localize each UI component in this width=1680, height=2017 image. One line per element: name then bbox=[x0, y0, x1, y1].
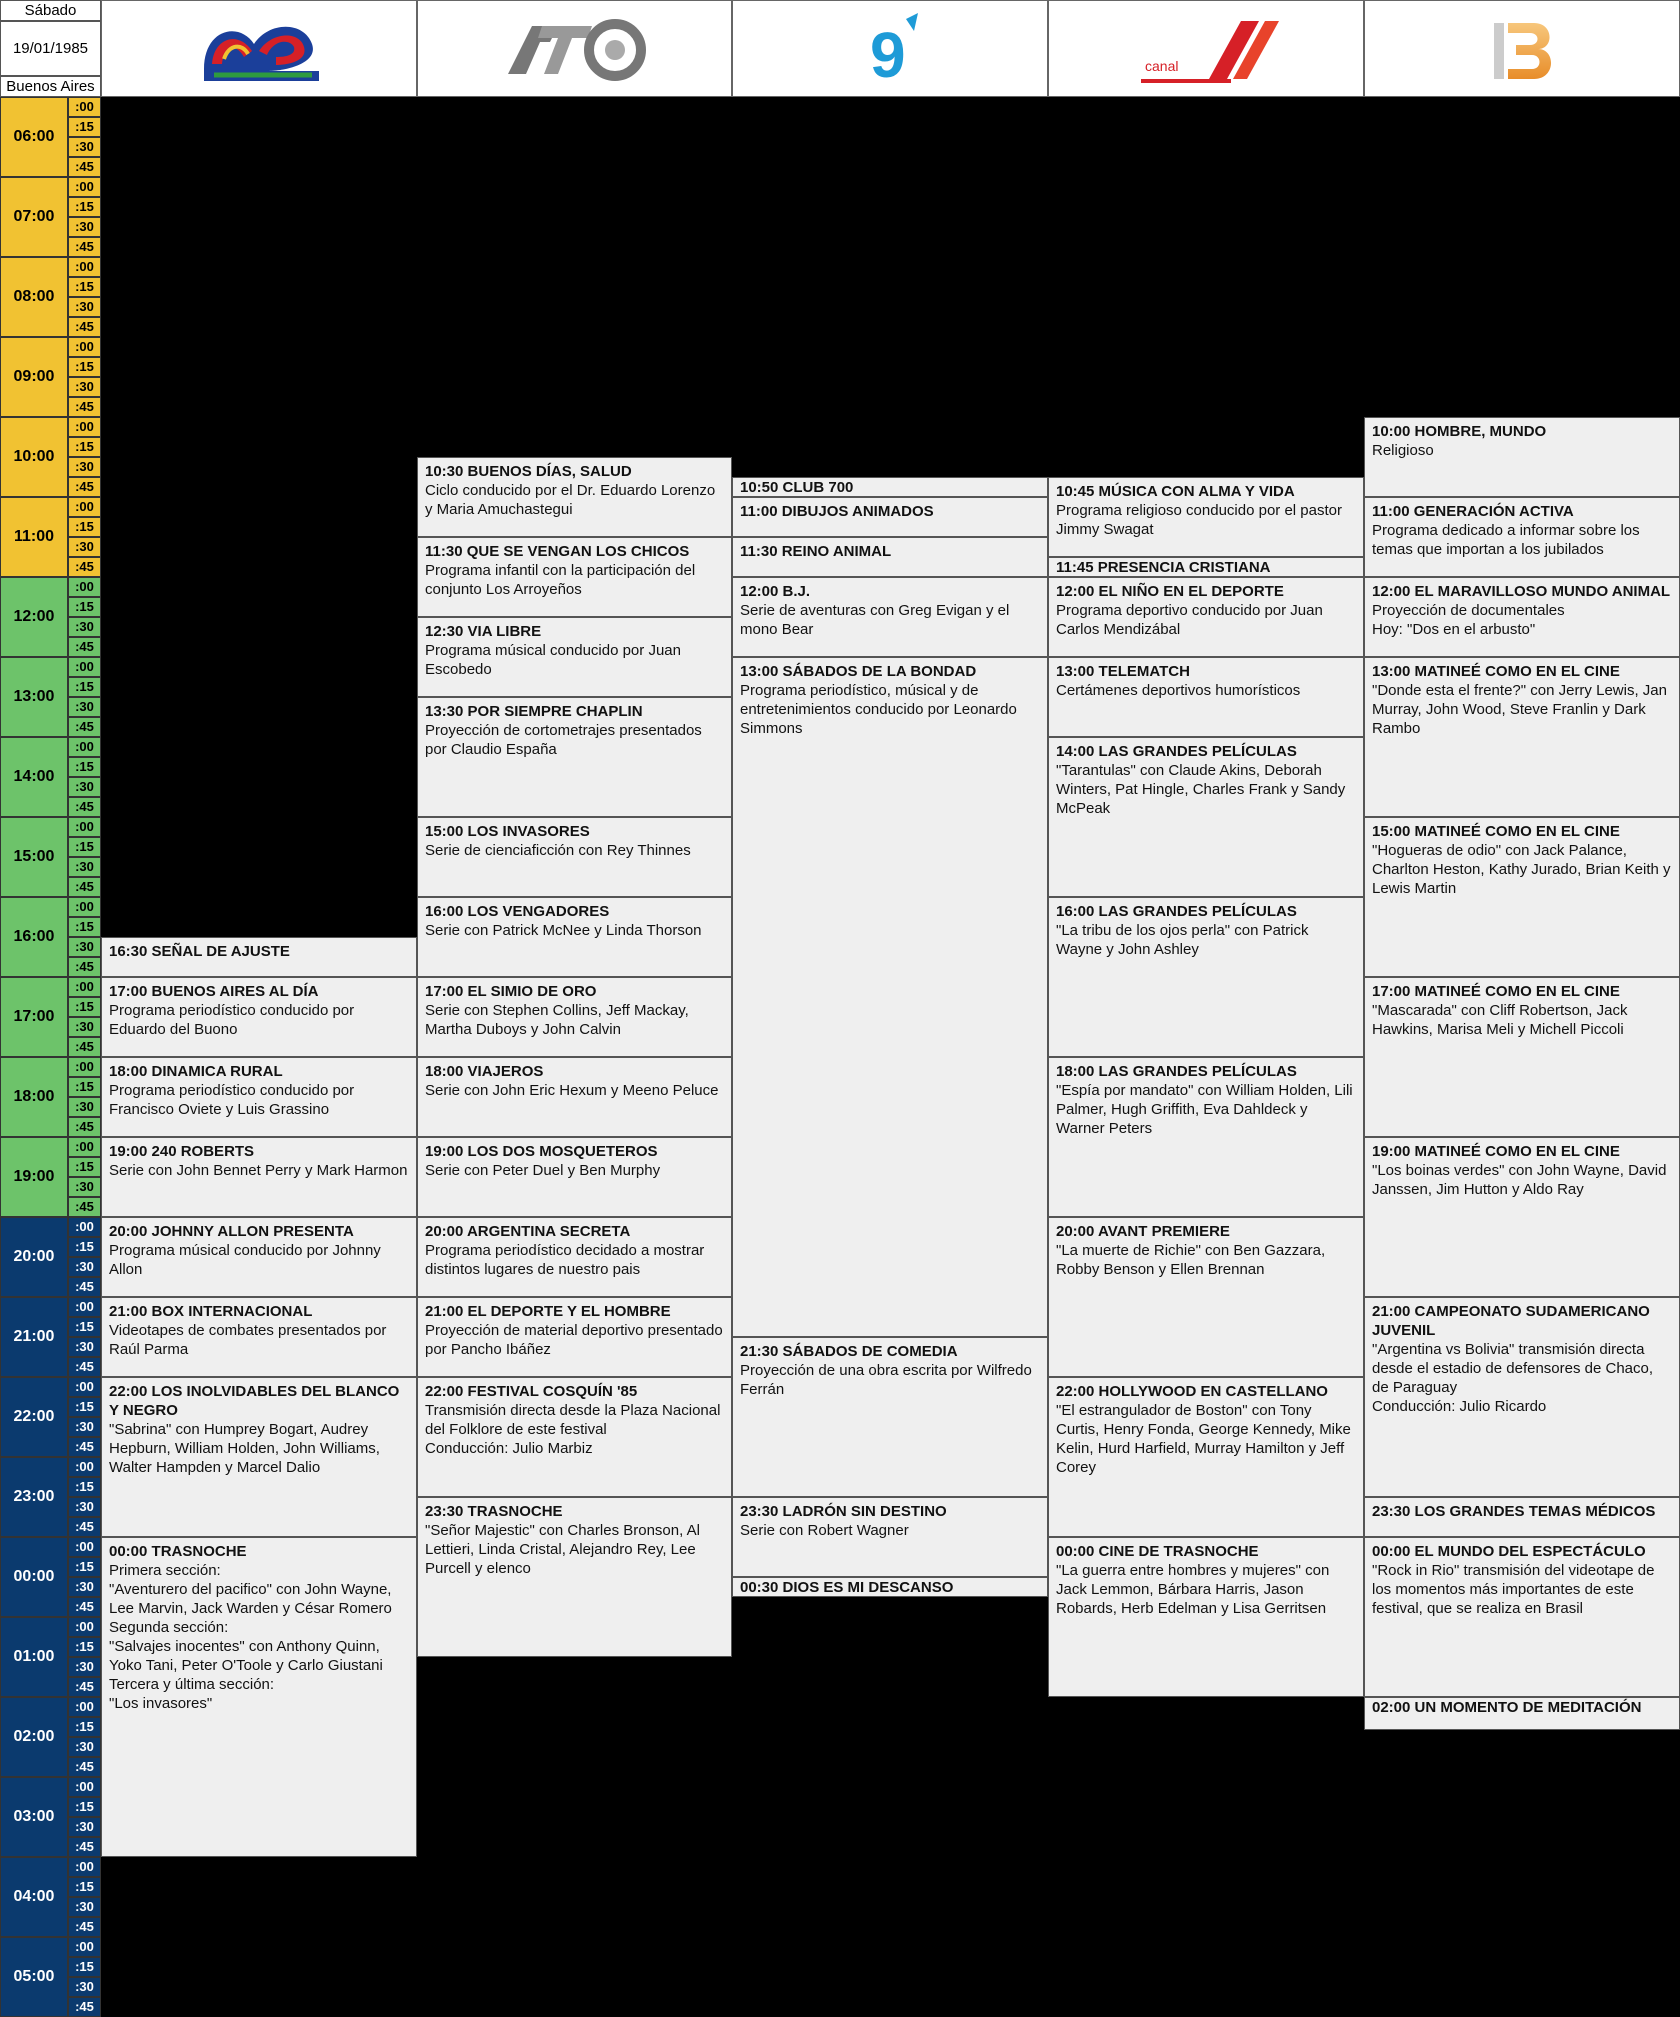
channel-header-canal-2 bbox=[101, 0, 417, 97]
quarter-label: :45 bbox=[68, 957, 101, 977]
program-description: Programa periodístico decidado a mostrar distintos lugares de nuestro pais bbox=[425, 1242, 705, 1278]
quarter-label: :30 bbox=[68, 1657, 101, 1677]
program-block bbox=[1048, 1217, 1364, 1377]
quarter-label: :15 bbox=[68, 357, 101, 377]
program-description: "Señor Majestic" con Charles Bronson, Al Lettieri, Linda Cristal, Alejandro Rey, Lee Purcell y elenco bbox=[425, 1522, 700, 1577]
program-description: "Argentina vs Bolivia" transmisión directa desde el estadio de defensores de Chaco, de Paraguay bbox=[1372, 1341, 1654, 1396]
quarter-label: :15 bbox=[68, 1637, 101, 1657]
hour-label: 10:00 bbox=[0, 417, 68, 497]
program-description: "Rock in Rio" transmisión del videotape de los momentos más importantes de este festival, que se realiza en Brasil bbox=[1372, 1562, 1655, 1617]
program-block bbox=[1048, 557, 1364, 577]
program-title: 12:30 VIA LIBRE bbox=[425, 623, 542, 640]
program-title: 13:00 SÁBADOS DE LA BONDAD bbox=[740, 663, 977, 680]
program-title: 19:00 MATINEÉ COMO EN EL CINE bbox=[1372, 1143, 1620, 1160]
channel-header-canal-9 bbox=[732, 0, 1048, 97]
program-description: "Salvajes inocentes" con Anthony Quinn, Yoko Tani, Peter O'Toole y Carlo Giustani bbox=[109, 1638, 383, 1674]
program-title: 11:00 DIBUJOS ANIMADOS bbox=[740, 503, 934, 520]
program-title: 18:00 LAS GRANDES PELÍCULAS bbox=[1056, 1063, 1297, 1080]
program-title: 10:00 HOMBRE, MUNDO bbox=[1372, 423, 1547, 440]
program-block bbox=[101, 1537, 417, 1857]
hour-label: 14:00 bbox=[0, 737, 68, 817]
quarter-label: :00 bbox=[68, 1537, 101, 1557]
program-block bbox=[1364, 577, 1680, 657]
hour-label: 02:00 bbox=[0, 1697, 68, 1777]
program-title: 21:00 EL DEPORTE Y EL HOMBRE bbox=[425, 1303, 671, 1320]
quarter-label: :00 bbox=[68, 817, 101, 837]
program-block bbox=[417, 1057, 732, 1137]
program-description: Programa periodístico, músical y de entretenimientos conducido por Leonardo Simmons bbox=[740, 682, 1017, 737]
program-block bbox=[1364, 657, 1680, 817]
program-title: 23:30 TRASNOCHE bbox=[425, 1503, 563, 1520]
program-description: Programa dedicado a informar sobre los temas que importan a los jubilados bbox=[1372, 522, 1640, 558]
quarter-label: :15 bbox=[68, 1077, 101, 1097]
program-block bbox=[732, 537, 1048, 577]
program-block bbox=[1364, 1697, 1680, 1730]
program-block bbox=[1364, 497, 1680, 577]
program-description: Serie de aventuras con Greg Evigan y el mono Bear bbox=[740, 602, 1010, 638]
program-block bbox=[417, 977, 732, 1057]
weekday-label: Sábado bbox=[0, 0, 101, 21]
quarter-label: :30 bbox=[68, 1817, 101, 1837]
quarter-label: :00 bbox=[68, 1137, 101, 1157]
quarter-label: :45 bbox=[68, 1117, 101, 1137]
program-block bbox=[417, 697, 732, 817]
quarter-label: :00 bbox=[68, 1297, 101, 1317]
quarter-label: :00 bbox=[68, 1617, 101, 1637]
program-block bbox=[101, 937, 417, 977]
program-title: 11:00 GENERACIÓN ACTIVA bbox=[1372, 503, 1574, 520]
program-block bbox=[1364, 977, 1680, 1137]
program-title: 11:45 PRESENCIA CRISTIANA bbox=[1056, 559, 1271, 576]
program-block bbox=[417, 1297, 732, 1377]
program-block bbox=[1364, 1137, 1680, 1297]
quarter-label: :15 bbox=[68, 277, 101, 297]
program-title: 00:00 TRASNOCHE bbox=[109, 1543, 247, 1560]
program-block bbox=[417, 817, 732, 897]
quarter-label: :30 bbox=[68, 697, 101, 717]
program-block bbox=[732, 497, 1048, 537]
program-description: Serie con Peter Duel y Ben Murphy bbox=[425, 1162, 661, 1179]
quarter-label: :00 bbox=[68, 1937, 101, 1957]
program-description: Conducción: Julio Ricardo bbox=[1372, 1398, 1547, 1415]
quarter-label: :30 bbox=[68, 617, 101, 637]
program-block bbox=[417, 457, 732, 537]
program-description: Proyección de material deportivo presentado por Pancho Ibáñez bbox=[425, 1322, 723, 1358]
program-description: Proyección de cortometrajes presentados por Claudio España bbox=[425, 722, 702, 758]
hour-label: 05:00 bbox=[0, 1937, 68, 2017]
program-description: Religioso bbox=[1372, 442, 1434, 459]
quarter-label: :15 bbox=[68, 757, 101, 777]
quarter-label: :00 bbox=[68, 337, 101, 357]
quarter-label: :45 bbox=[68, 477, 101, 497]
hour-label: 20:00 bbox=[0, 1217, 68, 1297]
program-block bbox=[732, 657, 1048, 1337]
program-title: 00:30 DIOS ES MI DESCANSO bbox=[740, 1579, 954, 1596]
quarter-label: :30 bbox=[68, 1497, 101, 1517]
program-block bbox=[1364, 1497, 1680, 1537]
program-block bbox=[1364, 1537, 1680, 1697]
quarter-label: :00 bbox=[68, 417, 101, 437]
quarter-label: :00 bbox=[68, 97, 101, 117]
program-block bbox=[1048, 737, 1364, 897]
program-title: 22:00 HOLLYWOOD EN CASTELLANO bbox=[1056, 1383, 1328, 1400]
quarter-label: :30 bbox=[68, 937, 101, 957]
canal-13-logo bbox=[1472, 9, 1572, 89]
quarter-label: :45 bbox=[68, 1197, 101, 1217]
quarter-label: :30 bbox=[68, 297, 101, 317]
hour-label: 16:00 bbox=[0, 897, 68, 977]
hour-label: 15:00 bbox=[0, 817, 68, 897]
program-description: Programa periodístico conducido por Eduardo del Buono bbox=[109, 1002, 355, 1038]
program-title: 00:00 CINE DE TRASNOCHE bbox=[1056, 1543, 1259, 1560]
program-block bbox=[1048, 477, 1364, 557]
program-block bbox=[101, 1217, 417, 1297]
quarter-label: :45 bbox=[68, 317, 101, 337]
quarter-label: :45 bbox=[68, 637, 101, 657]
quarter-label: :45 bbox=[68, 1917, 101, 1937]
quarter-label: :00 bbox=[68, 1217, 101, 1237]
quarter-label: :15 bbox=[68, 1477, 101, 1497]
quarter-label: :30 bbox=[68, 1337, 101, 1357]
program-description: Transmisión directa desde la Plaza Nacional del Folklore de este festival bbox=[425, 1402, 721, 1438]
quarter-label: :00 bbox=[68, 257, 101, 277]
quarter-label: :45 bbox=[68, 1837, 101, 1857]
quarter-label: :15 bbox=[68, 1957, 101, 1977]
program-block bbox=[101, 977, 417, 1057]
program-description: Tercera y última sección: bbox=[109, 1676, 275, 1693]
quarter-label: :15 bbox=[68, 197, 101, 217]
quarter-label: :15 bbox=[68, 1317, 101, 1337]
quarter-label: :30 bbox=[68, 377, 101, 397]
hour-label: 17:00 bbox=[0, 977, 68, 1057]
quarter-label: :30 bbox=[68, 1417, 101, 1437]
quarter-label: :15 bbox=[68, 917, 101, 937]
program-block bbox=[1048, 1057, 1364, 1217]
program-block bbox=[417, 1217, 732, 1297]
program-description: "Aventurero del pacifico" con John Wayne, Lee Marvin, Jack Warden y César Romero bbox=[109, 1581, 392, 1617]
program-block bbox=[417, 1377, 732, 1497]
quarter-label: :30 bbox=[68, 537, 101, 557]
program-title: 16:30 SEÑAL DE AJUSTE bbox=[109, 943, 290, 960]
hour-label: 00:00 bbox=[0, 1537, 68, 1617]
quarter-label: :45 bbox=[68, 1517, 101, 1537]
quarter-label: :45 bbox=[68, 1357, 101, 1377]
hour-label: 01:00 bbox=[0, 1617, 68, 1697]
program-description: Conducción: Julio Marbiz bbox=[425, 1440, 593, 1457]
program-title: 02:00 UN MOMENTO DE MEDITACIÓN bbox=[1372, 1699, 1642, 1716]
quarter-label: :15 bbox=[68, 517, 101, 537]
quarter-label: :30 bbox=[68, 1737, 101, 1757]
quarter-label: :45 bbox=[68, 1437, 101, 1457]
program-description: Proyección de una obra escrita por Wilfredo Ferrán bbox=[740, 1362, 1032, 1398]
hour-label: 19:00 bbox=[0, 1137, 68, 1217]
program-title: 12:00 EL NIÑO EN EL DEPORTE bbox=[1056, 583, 1284, 600]
hour-label: 23:00 bbox=[0, 1457, 68, 1537]
program-block bbox=[1048, 1537, 1364, 1697]
city-label: Buenos Aires bbox=[0, 76, 101, 97]
quarter-label: :00 bbox=[68, 1057, 101, 1077]
quarter-label: :15 bbox=[68, 1557, 101, 1577]
program-title: 22:00 FESTIVAL COSQUÍN '85 bbox=[425, 1383, 638, 1400]
date-label: 19/01/1985 bbox=[0, 21, 101, 76]
program-description: Segunda sección: bbox=[109, 1619, 229, 1636]
program-title: 14:00 LAS GRANDES PELÍCULAS bbox=[1056, 743, 1297, 760]
quarter-label: :15 bbox=[68, 437, 101, 457]
program-title: 18:00 VIAJEROS bbox=[425, 1063, 544, 1080]
quarter-label: :00 bbox=[68, 177, 101, 197]
program-description: Videotapes de combates presentados por Raúl Parma bbox=[109, 1322, 387, 1358]
quarter-label: :30 bbox=[68, 1097, 101, 1117]
program-title: 21:30 SÁBADOS DE COMEDIA bbox=[740, 1343, 958, 1360]
hour-label: 03:00 bbox=[0, 1777, 68, 1857]
hour-label: 06:00 bbox=[0, 97, 68, 177]
program-description: "Los boinas verdes" con John Wayne, David Janssen, Jim Hutton y Aldo Ray bbox=[1372, 1162, 1667, 1198]
program-title: 00:00 EL MUNDO DEL ESPECTÁCULO bbox=[1372, 1543, 1646, 1560]
program-title: 16:00 LOS VENGADORES bbox=[425, 903, 610, 920]
quarter-label: :00 bbox=[68, 737, 101, 757]
hour-label: 04:00 bbox=[0, 1857, 68, 1937]
hour-label: 22:00 bbox=[0, 1377, 68, 1457]
program-description: Hoy: "Dos en el arbusto" bbox=[1372, 621, 1536, 638]
quarter-label: :15 bbox=[68, 597, 101, 617]
hour-label: 09:00 bbox=[0, 337, 68, 417]
program-description: "La muerte de Richie" con Ben Gazzara, Robby Benson y Ellen Brennan bbox=[1056, 1242, 1326, 1278]
program-description: "Espía por mandato" con William Holden, Lili Palmer, Hugh Griffith, Eva Dahldeck y Warner Peters bbox=[1056, 1082, 1353, 1137]
quarter-label: :45 bbox=[68, 1757, 101, 1777]
program-block bbox=[1048, 577, 1364, 657]
quarter-label: :30 bbox=[68, 1017, 101, 1037]
quarter-label: :15 bbox=[68, 997, 101, 1017]
program-title: 20:00 AVANT PREMIERE bbox=[1056, 1223, 1230, 1240]
hour-label: 18:00 bbox=[0, 1057, 68, 1137]
svg-text:9: 9 bbox=[870, 18, 906, 89]
program-title: 21:00 CAMPEONATO SUDAMERICANO JUVENIL bbox=[1372, 1303, 1650, 1339]
program-description: "Los invasores" bbox=[109, 1695, 213, 1712]
quarter-label: :45 bbox=[68, 1277, 101, 1297]
program-title: 17:00 MATINEÉ COMO EN EL CINE bbox=[1372, 983, 1620, 1000]
program-title: 15:00 MATINEÉ COMO EN EL CINE bbox=[1372, 823, 1620, 840]
program-title: 20:00 ARGENTINA SECRETA bbox=[425, 1223, 631, 1240]
quarter-label: :30 bbox=[68, 1177, 101, 1197]
program-title: 23:30 LOS GRANDES TEMAS MÉDICOS bbox=[1372, 1503, 1656, 1520]
program-block bbox=[1048, 897, 1364, 1057]
quarter-label: :45 bbox=[68, 557, 101, 577]
quarter-label: :30 bbox=[68, 1897, 101, 1917]
program-description: Programa infantil con la participación del conjunto Los Arroyeños bbox=[425, 562, 696, 598]
program-block bbox=[101, 1057, 417, 1137]
program-title: 20:00 JOHNNY ALLON PRESENTA bbox=[109, 1223, 354, 1240]
program-title: 17:00 BUENOS AIRES AL DÍA bbox=[109, 983, 319, 1000]
program-description: "Mascarada" con Cliff Robertson, Jack Hawkins, Marisa Meli y Michell Piccoli bbox=[1372, 1002, 1628, 1038]
svg-text:canal: canal bbox=[1145, 57, 1179, 74]
quarter-label: :00 bbox=[68, 1377, 101, 1397]
quarter-label: :45 bbox=[68, 397, 101, 417]
program-block bbox=[101, 1137, 417, 1217]
program-description: "El estrangulador de Boston" con Tony Curtis, Henry Fonda, George Kennedy, Mike Kelin, Hurd Harfield, Murray Hamilton y Jeff Corey bbox=[1056, 1402, 1351, 1476]
program-title: 15:00 LOS INVASORES bbox=[425, 823, 590, 840]
program-description: "La guerra entre hombres y mujeres" con Jack Lemmon, Bárbara Harris, Jason Robards, Herb Edelman y Lisa Gerritsen bbox=[1056, 1562, 1330, 1617]
quarter-label: :15 bbox=[68, 677, 101, 697]
quarter-label: :45 bbox=[68, 1997, 101, 2017]
program-block bbox=[417, 537, 732, 617]
program-title: 23:30 LADRÓN SIN DESTINO bbox=[740, 1503, 947, 1520]
quarter-label: :00 bbox=[68, 1857, 101, 1877]
quarter-label: :15 bbox=[68, 1157, 101, 1177]
hour-label: 21:00 bbox=[0, 1297, 68, 1377]
program-title: 22:00 LOS INOLVIDABLES DEL BLANCO Y NEGRO bbox=[109, 1383, 400, 1419]
program-title: 13:00 TELEMATCH bbox=[1056, 663, 1190, 680]
quarter-label: :45 bbox=[68, 157, 101, 177]
hour-label: 12:00 bbox=[0, 577, 68, 657]
program-block bbox=[732, 477, 1048, 497]
hour-label: 13:00 bbox=[0, 657, 68, 737]
quarter-label: :45 bbox=[68, 1597, 101, 1617]
program-block bbox=[417, 1137, 732, 1217]
quarter-label: :15 bbox=[68, 837, 101, 857]
program-block bbox=[101, 1297, 417, 1377]
quarter-label: :00 bbox=[68, 577, 101, 597]
program-block bbox=[417, 1497, 732, 1657]
program-description: Programa deportivo conducido por Juan Carlos Mendizábal bbox=[1056, 602, 1323, 638]
program-title: 19:00 240 ROBERTS bbox=[109, 1143, 255, 1160]
program-title: 12:00 EL MARAVILLOSO MUNDO ANIMAL bbox=[1372, 583, 1671, 600]
channel-header-canal-11 bbox=[1048, 0, 1364, 97]
program-title: 11:30 REINO ANIMAL bbox=[740, 543, 892, 560]
canal-2-logo bbox=[184, 9, 334, 89]
program-title: 21:00 BOX INTERNACIONAL bbox=[109, 1303, 313, 1320]
program-description: Serie con John Eric Hexum y Meeno Peluce bbox=[425, 1082, 719, 1099]
program-description: "Hogueras de odio" con Jack Palance, Charlton Heston, Kathy Jurado, Brian Keith y Lewis Martin bbox=[1372, 842, 1671, 897]
program-description: "Tarantulas" con Claude Akins, Deborah Winters, Pat Hingle, Charles Frank y Sandy McPeak bbox=[1056, 762, 1346, 817]
program-description: Programa religioso conducido por el pastor Jimmy Swagat bbox=[1056, 502, 1342, 538]
program-title: 11:30 QUE SE VENGAN LOS CHICOS bbox=[425, 543, 690, 560]
quarter-label: :30 bbox=[68, 777, 101, 797]
hour-label: 08:00 bbox=[0, 257, 68, 337]
program-block bbox=[101, 1377, 417, 1537]
quarter-label: :00 bbox=[68, 497, 101, 517]
program-block bbox=[732, 1337, 1048, 1497]
atc-logo bbox=[500, 14, 650, 84]
quarter-label: :45 bbox=[68, 237, 101, 257]
program-description: Serie con John Bennet Perry y Mark Harmon bbox=[109, 1162, 408, 1179]
program-description: Serie con Stephen Collins, Jeff Mackay, Martha Duboys y John Calvin bbox=[425, 1002, 689, 1038]
hour-label: 11:00 bbox=[0, 497, 68, 577]
quarter-label: :45 bbox=[68, 717, 101, 737]
program-block bbox=[417, 897, 732, 977]
program-description: Programa músical conducido por Johnny Allon bbox=[109, 1242, 381, 1278]
program-description: "Donde esta el frente?" con Jerry Lewis, Jan Murray, John Wood, Steve Franlin y Dark Rambo bbox=[1372, 682, 1667, 737]
program-description: Ciclo conducido por el Dr. Eduardo Lorenzo y Maria Amuchastegui bbox=[425, 482, 716, 518]
program-description: "Sabrina" con Humprey Bogart, Audrey Hepburn, William Holden, John Williams, Walter Hampden y Marcel Dalio bbox=[109, 1421, 380, 1476]
program-title: 16:00 LAS GRANDES PELÍCULAS bbox=[1056, 903, 1297, 920]
quarter-label: :00 bbox=[68, 1697, 101, 1717]
quarter-label: :00 bbox=[68, 897, 101, 917]
hour-label: 07:00 bbox=[0, 177, 68, 257]
quarter-label: :15 bbox=[68, 1797, 101, 1817]
program-description: Programa músical conducido por Juan Escobedo bbox=[425, 642, 681, 678]
quarter-label: :45 bbox=[68, 1677, 101, 1697]
channel-header-canal-13 bbox=[1364, 0, 1680, 97]
program-description: Serie con Patrick McNee y Linda Thorson bbox=[425, 922, 702, 939]
quarter-label: :30 bbox=[68, 1257, 101, 1277]
quarter-label: :00 bbox=[68, 1777, 101, 1797]
program-title: 19:00 LOS DOS MOSQUETEROS bbox=[425, 1143, 658, 1160]
quarter-label: :15 bbox=[68, 1397, 101, 1417]
program-block bbox=[732, 577, 1048, 657]
program-block bbox=[732, 1577, 1048, 1597]
quarter-label: :15 bbox=[68, 1877, 101, 1897]
program-title: 12:00 B.J. bbox=[740, 583, 811, 600]
program-description: Primera sección: bbox=[109, 1562, 221, 1579]
program-title: 10:45 MÚSICA CON ALMA Y VIDA bbox=[1056, 483, 1295, 500]
program-title: 10:30 BUENOS DÍAS, SALUD bbox=[425, 463, 632, 480]
program-description: Certámenes deportivos humorísticos bbox=[1056, 682, 1301, 699]
canal-9-logo bbox=[840, 9, 940, 89]
program-title: 18:00 DINAMICA RURAL bbox=[109, 1063, 283, 1080]
program-title: 13:00 MATINEÉ COMO EN EL CINE bbox=[1372, 663, 1620, 680]
quarter-label: :30 bbox=[68, 137, 101, 157]
quarter-label: :15 bbox=[68, 1717, 101, 1737]
program-title: 17:00 EL SIMIO DE ORO bbox=[425, 983, 597, 1000]
quarter-label: :30 bbox=[68, 1977, 101, 1997]
quarter-label: :30 bbox=[68, 217, 101, 237]
quarter-label: :15 bbox=[68, 1237, 101, 1257]
quarter-label: :00 bbox=[68, 1457, 101, 1477]
canal-11-logo bbox=[1131, 9, 1281, 89]
program-title: 13:30 POR SIEMPRE CHAPLIN bbox=[425, 703, 643, 720]
program-block bbox=[1364, 417, 1680, 497]
channel-header-atc bbox=[417, 0, 732, 97]
program-description: Proyección de documentales bbox=[1372, 602, 1565, 619]
quarter-label: :45 bbox=[68, 797, 101, 817]
program-description: Serie de cienciaficción con Rey Thinnes bbox=[425, 842, 691, 859]
quarter-label: :45 bbox=[68, 1037, 101, 1057]
quarter-label: :45 bbox=[68, 877, 101, 897]
program-description: Serie con Robert Wagner bbox=[740, 1522, 909, 1539]
program-block bbox=[1364, 1297, 1680, 1497]
quarter-label: :30 bbox=[68, 1577, 101, 1597]
program-description: Programa periodístico conducido por Francisco Oviete y Luis Grassino bbox=[109, 1082, 355, 1118]
quarter-label: :00 bbox=[68, 657, 101, 677]
quarter-label: :30 bbox=[68, 857, 101, 877]
program-title: 10:50 CLUB 700 bbox=[740, 479, 854, 496]
program-block bbox=[1048, 1377, 1364, 1537]
program-block bbox=[732, 1497, 1048, 1577]
quarter-label: :00 bbox=[68, 977, 101, 997]
quarter-label: :15 bbox=[68, 117, 101, 137]
program-description: "La tribu de los ojos perla" con Patrick Wayne y John Ashley bbox=[1056, 922, 1309, 958]
program-block bbox=[1048, 657, 1364, 737]
program-block bbox=[1364, 817, 1680, 977]
quarter-label: :30 bbox=[68, 457, 101, 477]
program-block bbox=[417, 617, 732, 697]
